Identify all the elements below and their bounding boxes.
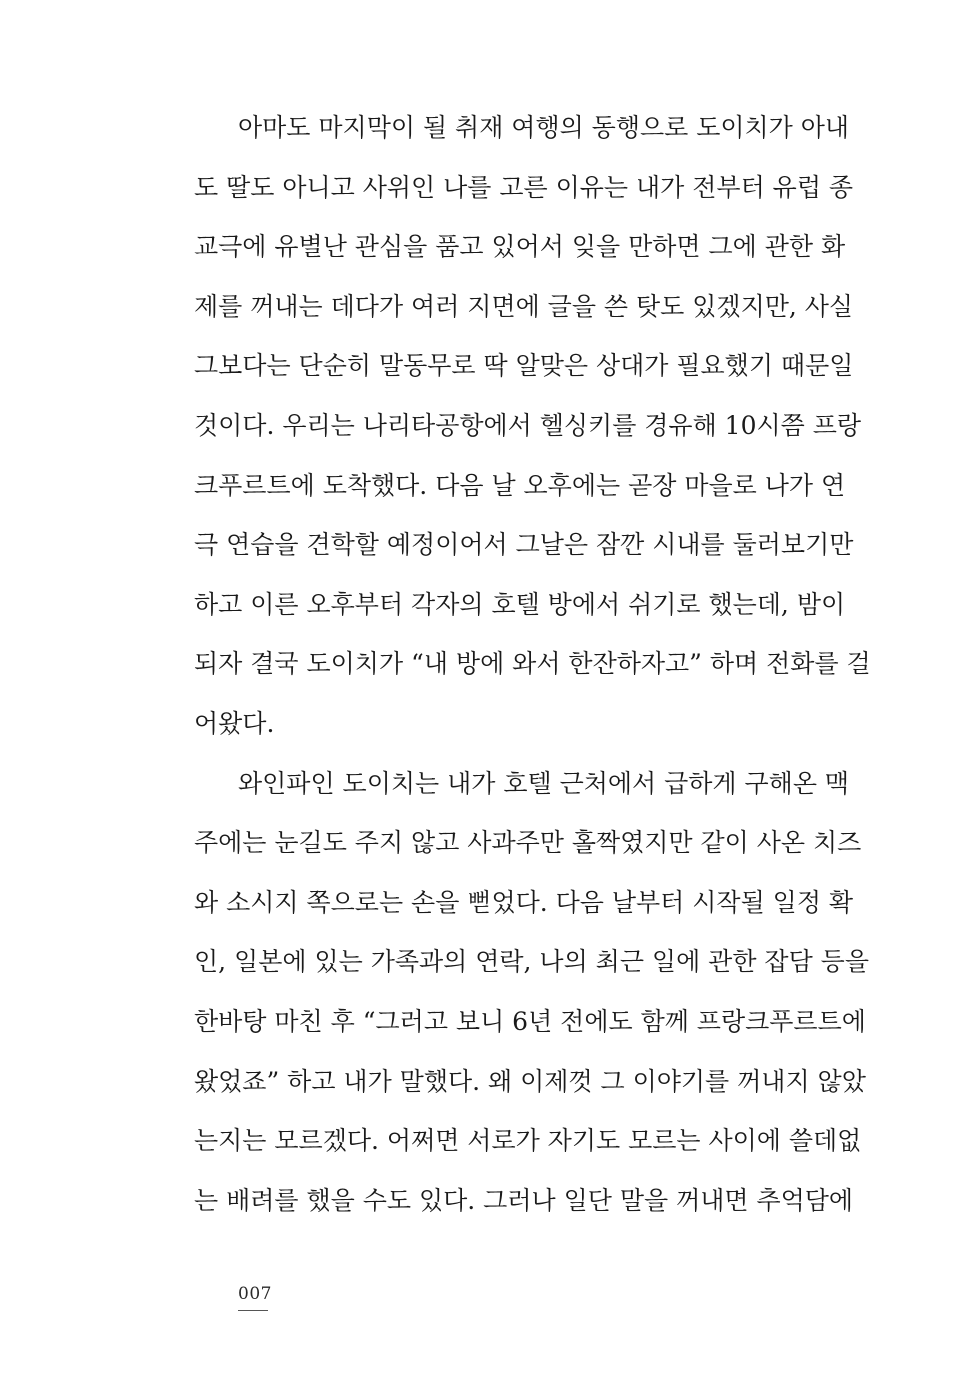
text-line: 는지는 모르겠다. 어쩌면 서로가 자기도 모르는 사이에 쓸데없 [194, 1126, 862, 1156]
text-line: 하고 이른 오후부터 각자의 호텔 방에서 쉬기로 했는데, 밤이 [194, 589, 846, 619]
text-line: 극 연습을 견학할 예정이어서 그날은 잠깐 시내를 둘러보기만 [194, 530, 854, 560]
text-line: 어왔다. [194, 708, 275, 738]
text-line: 도 딸도 아니고 사위인 나를 고른 이유는 내가 전부터 유럽 종 [194, 172, 854, 202]
text-line: 크푸르트에 도착했다. 다음 날 오후에는 곧장 마을로 나가 연 [194, 470, 846, 500]
text-line: 왔었죠” 하고 내가 말했다. 왜 이제껏 그 이야기를 꺼내지 않았 [194, 1066, 866, 1096]
text-line: 와 소시지 쪽으로는 손을 뻗었다. 다음 날부터 시작될 일정 확 [194, 887, 854, 917]
text-line: 제를 꺼내는 데다가 여러 지면에 글을 쓴 탓도 있겠지만, 사실 [194, 291, 854, 321]
text-line: 되자 결국 도이치가 “내 방에 와서 한잔하자고” 하며 전화를 걸 [194, 649, 871, 679]
text-line: 것이다. 우리는 나리타공항에서 헬싱키를 경유해 10시쯤 프랑 [194, 410, 862, 440]
page-number: 007 [238, 1284, 272, 1304]
text-line: 는 배려를 했을 수도 있다. 그러나 일단 말을 꺼내면 추억담에 [194, 1185, 854, 1215]
text-line: 한바탕 마친 후 “그러고 보니 6년 전에도 함께 프랑크푸르트에 [194, 1006, 866, 1036]
body-text [194, 98, 871, 1230]
text-line: 와인파인 도이치는 내가 호텔 근처에서 급하게 구해온 맥 [238, 768, 850, 798]
text-line: 교극에 유별난 관심을 품고 있어서 잊을 만하면 그에 관한 화 [194, 232, 846, 262]
page-number-underline [238, 1310, 268, 1311]
text-line: 주에는 눈길도 주지 않고 사과주만 홀짝였지만 같이 사온 치즈 [194, 828, 862, 858]
text-line: 아마도 마지막이 될 취재 여행의 동행으로 도이치가 아내 [238, 113, 850, 142]
text-line: 인, 일본에 있는 가족과의 연락, 나의 최근 일에 관한 잡담 등을 [194, 947, 869, 977]
text-line: 그보다는 단순히 말동무로 딱 알맞은 상대가 필요했기 때문일 [194, 351, 854, 381]
